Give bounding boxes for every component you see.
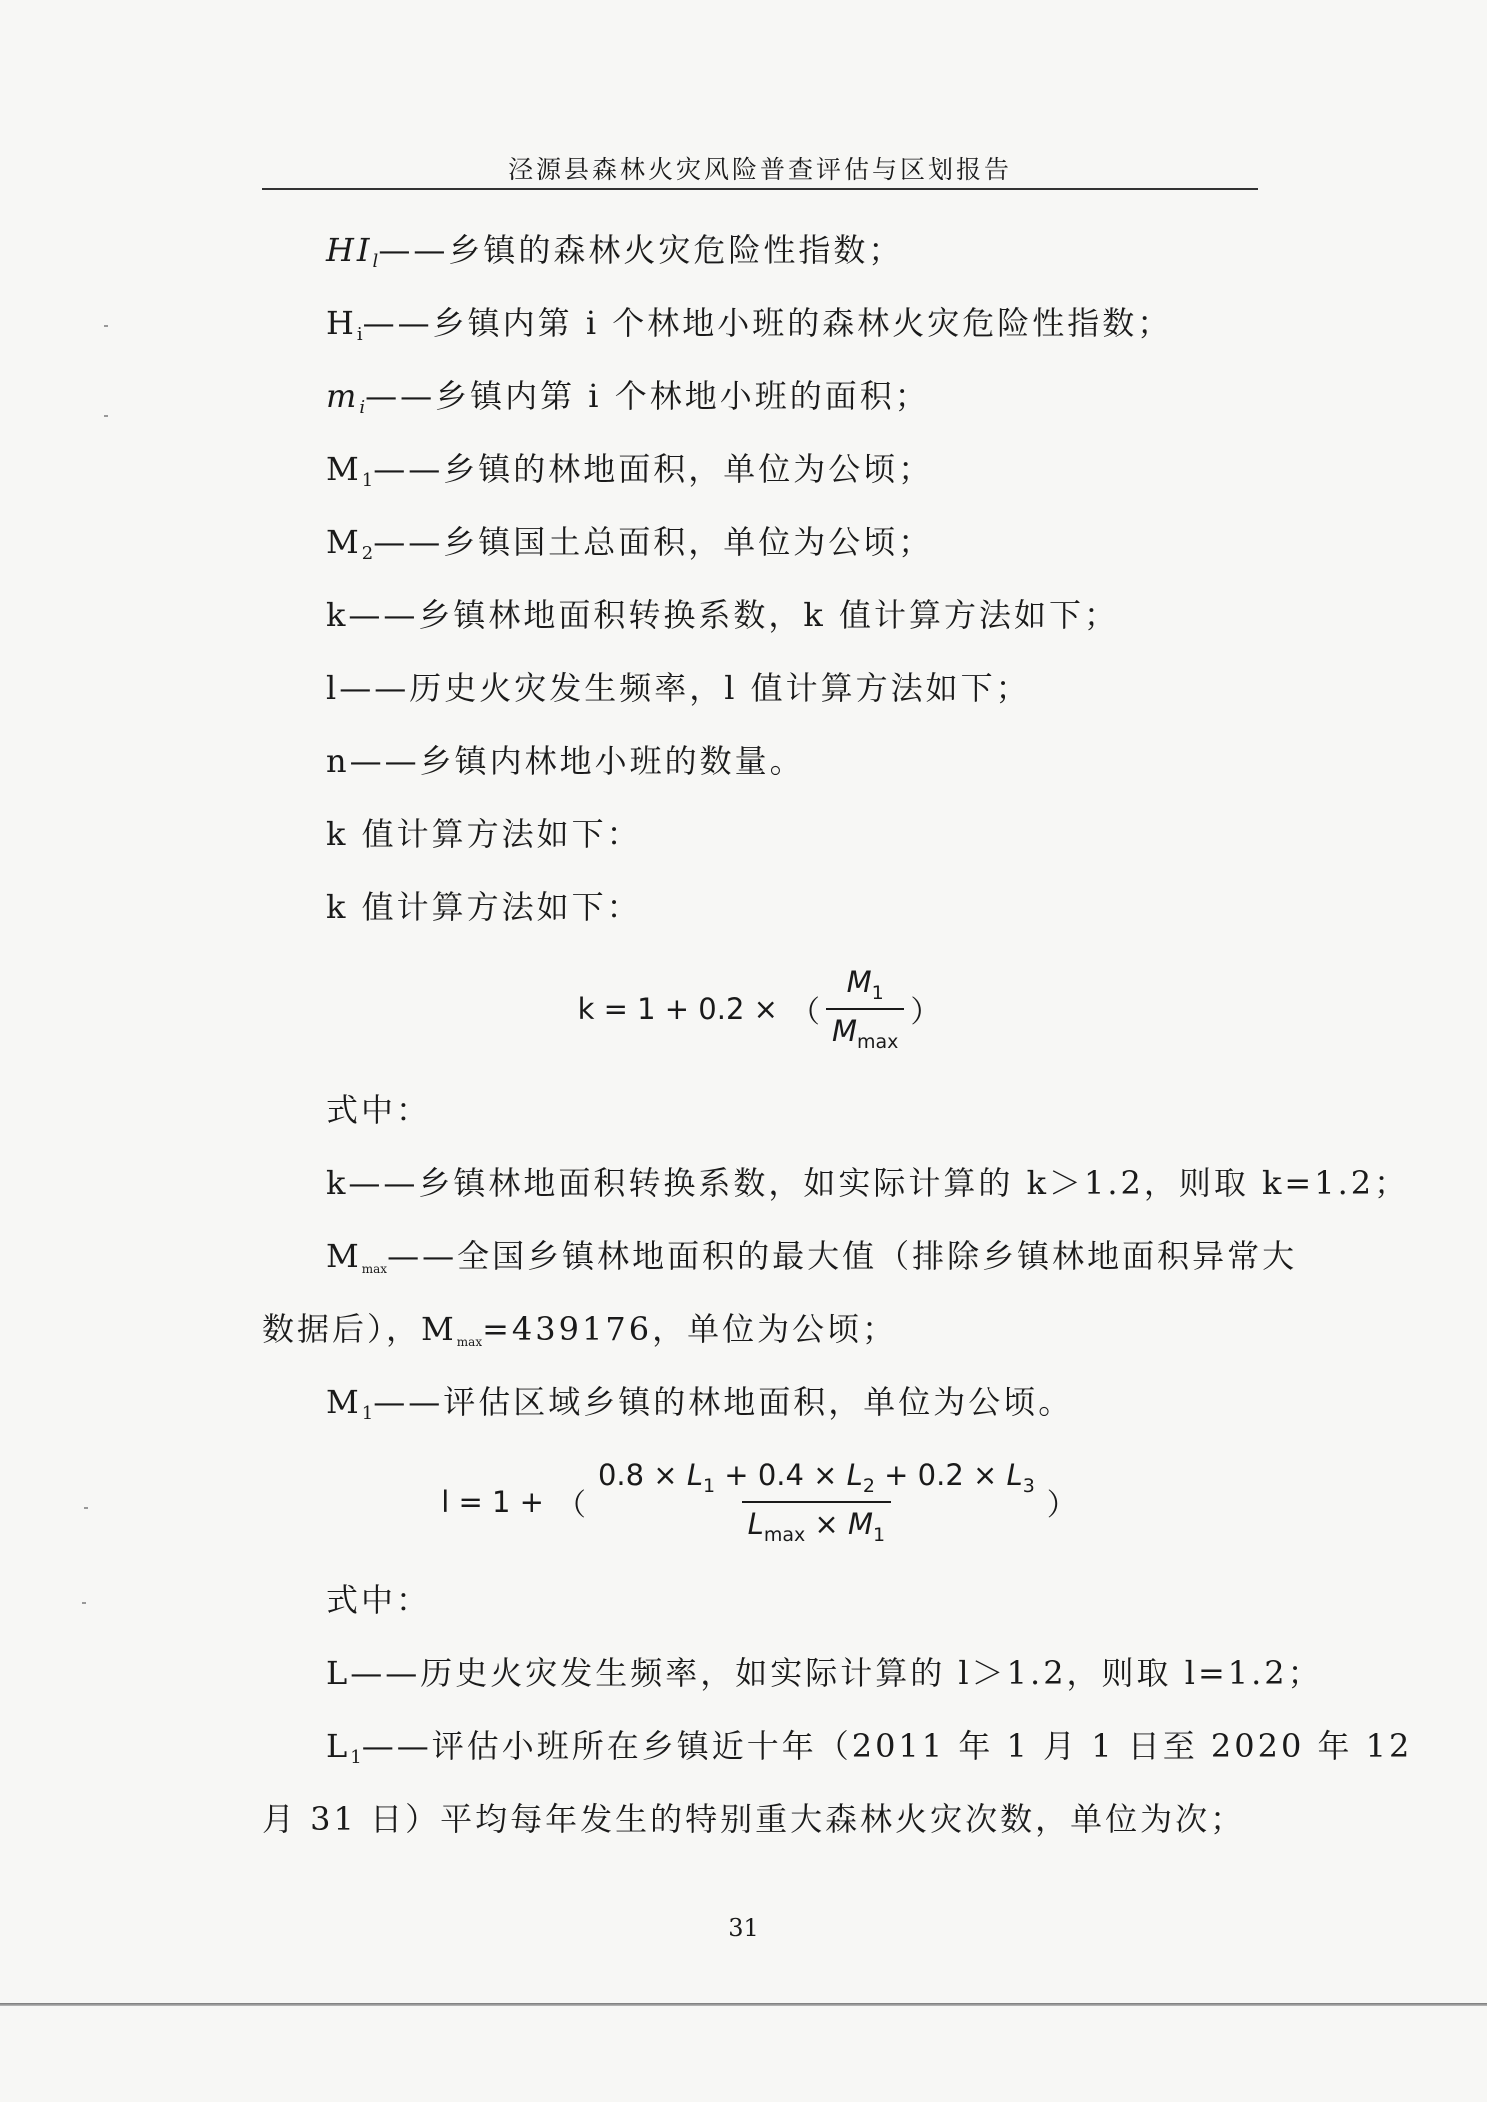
definition-text: 乡镇国土总面积，单位为公顷； [443, 523, 934, 561]
definition-L [326, 1653, 1323, 1693]
k-method-heading-1: k 值计算方法如下： [326, 815, 642, 853]
symbol-subscript: 1 [361, 1403, 374, 1424]
definition-text: 乡镇的森林火灾危险性指数； [448, 231, 904, 269]
symbol-subscript: 2 [361, 543, 374, 564]
scan-speck [82, 1602, 86, 1604]
dash: —— [373, 450, 444, 488]
definition-text: 评估小班所在乡镇近十年（2011 年 1 月 1 日至 2020 年 12 [431, 1727, 1413, 1765]
definition-text: 乡镇林地面积转换系数，k 值计算方法如下； [418, 596, 1119, 634]
where-label-2: 式中： [326, 1581, 432, 1619]
dash: —— [350, 1654, 421, 1692]
symbol: M [326, 1383, 362, 1421]
dash: —— [361, 1727, 432, 1765]
symbol-subscript: max [361, 1262, 388, 1276]
formula-k-open-paren: （ [789, 995, 820, 1030]
symbol: L [326, 1654, 351, 1692]
definition-text: 历史火灾发生频率，如实际计算的 l＞1.2，则取 l=1.2； [420, 1654, 1323, 1692]
dash: —— [378, 231, 449, 269]
definition-l [326, 668, 1258, 708]
definition-mmax [326, 1236, 1298, 1289]
symbol: m [326, 377, 360, 415]
formula-l-denominator: $L_{max} \times M_1$ [742, 1501, 891, 1546]
symbol: M [326, 523, 362, 561]
scan-speck [104, 325, 108, 327]
definition-hi [326, 230, 1258, 282]
symbol: n [326, 742, 350, 780]
definition-m1-detail [326, 1382, 1258, 1434]
definition-text: 乡镇林地面积转换系数，如实际计算的 k＞1.2，则取 k=1.2； [418, 1164, 1410, 1202]
symbol: l [326, 669, 340, 707]
definition-k-detail [326, 1163, 1410, 1203]
dash: —— [373, 523, 444, 561]
formula-l-lhs: l = 1 + [441, 1485, 544, 1519]
page-number: 31 [728, 1914, 759, 1942]
definition-text-value: =439176，单位为公顷； [482, 1310, 898, 1348]
definition-L1-continued: 月 31 日）平均每年发生的特别重大森林火灾次数，单位为次； [262, 1800, 1246, 1838]
header-divider [262, 188, 1258, 190]
scan-speck [84, 1507, 88, 1509]
definition-n [326, 741, 1258, 781]
dash: —— [387, 1237, 458, 1275]
dash: —— [373, 1383, 444, 1421]
formula-l-open-paren: （ [555, 1488, 586, 1523]
definition-m2 [326, 522, 1258, 574]
definition-L1 [326, 1726, 1413, 1778]
formula-k-fraction [826, 965, 904, 1053]
dash: —— [339, 669, 410, 707]
where-label-1: 式中： [326, 1091, 432, 1129]
definition-mmax-continued [262, 1309, 1258, 1362]
symbol-subscript: 1 [361, 470, 374, 491]
symbol-subscript: i [359, 397, 366, 418]
symbol-subscript: 1 [350, 1747, 362, 1768]
symbol-subscript: l [372, 251, 379, 272]
symbol: k [326, 1164, 349, 1202]
symbol: H [326, 304, 357, 342]
scan-bottom-edge [0, 2003, 1487, 2006]
formula-k-numerator: $M_1$ [846, 965, 884, 1004]
dash: —— [365, 377, 436, 415]
page-header-title: 泾源县森林火灾风险普查评估与区划报告 [507, 155, 1012, 184]
definition-m1 [326, 449, 1258, 501]
dash: —— [348, 1164, 419, 1202]
symbol: L [326, 1727, 351, 1765]
definition-text: 全国乡镇林地面积的最大值（排除乡镇林地面积异常大 [457, 1237, 1298, 1275]
definition-text: 乡镇的林地面积，单位为公顷； [443, 450, 934, 488]
symbol-subscript: max [456, 1335, 483, 1349]
formula-k [262, 965, 1258, 1053]
definition-text: 评估区域乡镇的林地面积，单位为公顷。 [443, 1383, 1074, 1421]
symbol: M [326, 1237, 362, 1275]
definition-text: 乡镇内林地小班的数量。 [419, 742, 805, 780]
formula-l-fraction [592, 1458, 1041, 1546]
definition-text: 历史火灾发生频率，l 值计算方法如下； [409, 669, 1031, 707]
symbol-subscript: i [356, 324, 363, 345]
symbol: HI [326, 231, 373, 269]
formula-l-numerator: $0.8 \times L_1 + 0.4 \times L_2 + 0.2 \times L_3$ [597, 1458, 1035, 1497]
formula-k-lhs: k = 1 + 0.2 × [577, 992, 778, 1026]
dash: —— [348, 596, 419, 634]
symbol: k [326, 596, 349, 634]
symbol: M [326, 450, 362, 488]
formula-k-close-paren: ） [910, 995, 941, 1030]
dash: —— [362, 304, 433, 342]
definition-text: 数据后），M [262, 1310, 457, 1348]
definition-h [326, 303, 1258, 355]
formula-l [262, 1458, 1258, 1546]
formula-l-close-paren: ） [1046, 1488, 1077, 1523]
definition-text: 乡镇内第 i 个林地小班的面积； [435, 377, 930, 415]
scan-speck [104, 415, 108, 417]
formula-k-denominator: $M_{max}$ [826, 1008, 904, 1053]
definition-k [326, 595, 1258, 635]
dash: —— [349, 742, 420, 780]
k-method-heading-2: k 值计算方法如下： [326, 888, 642, 926]
definition-m [326, 376, 1258, 428]
definition-text: 乡镇内第 i 个林地小班的森林火灾危险性指数； [432, 304, 1173, 342]
